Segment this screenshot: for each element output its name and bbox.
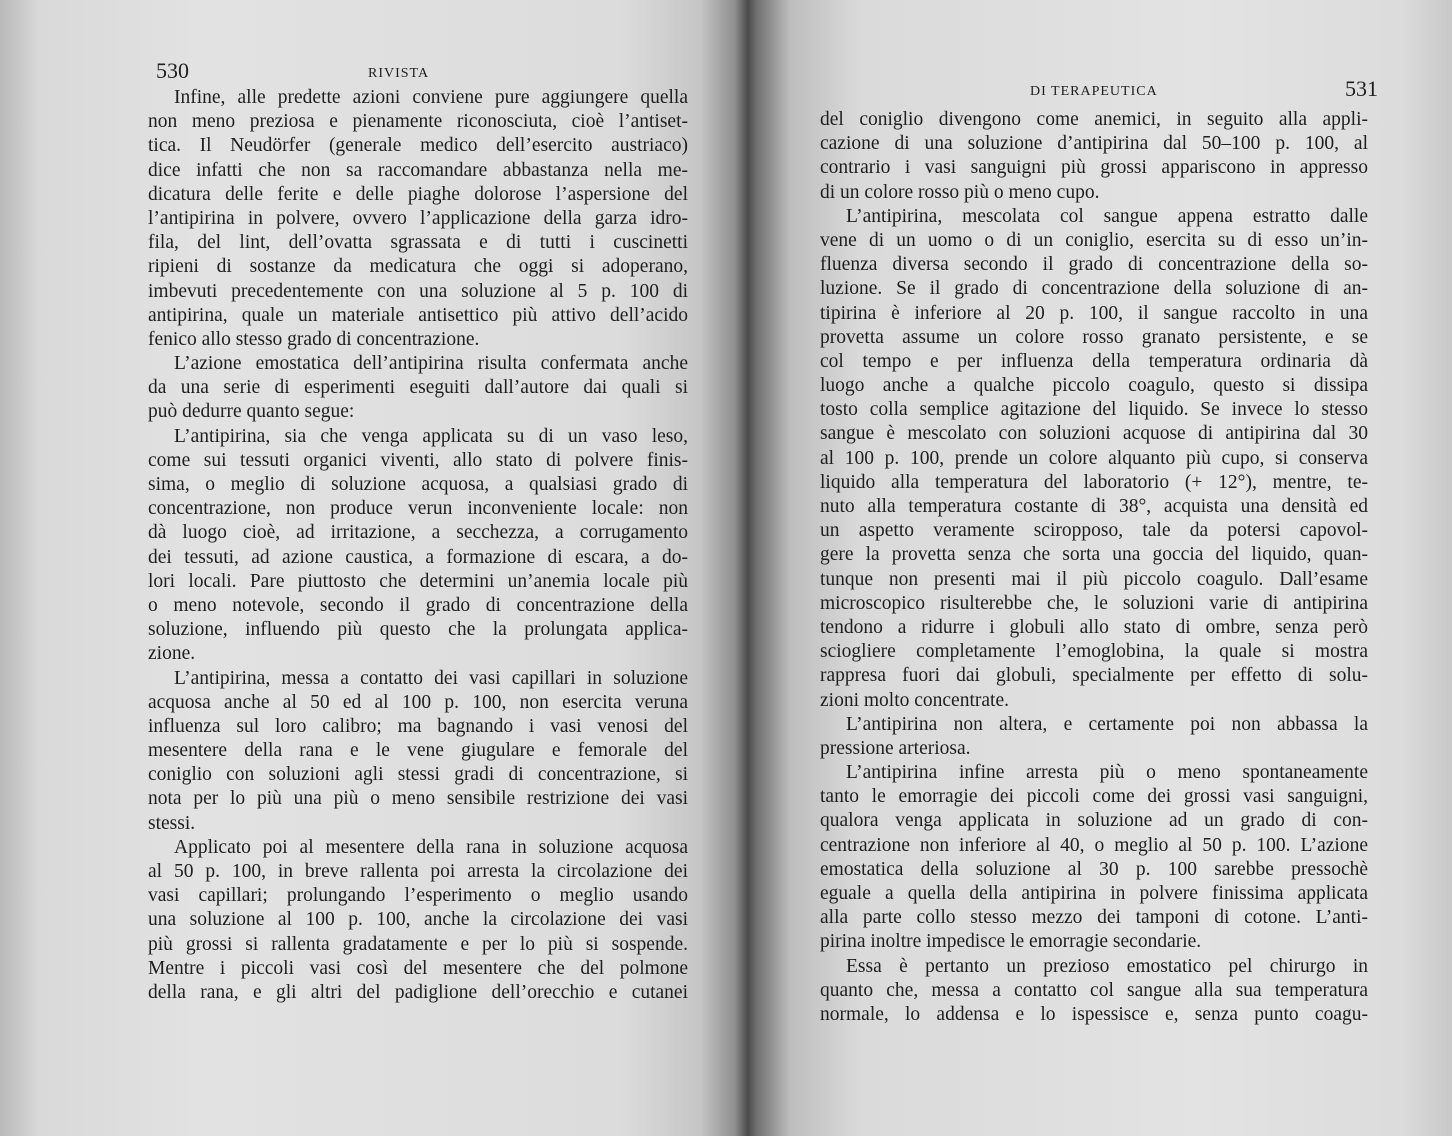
text-line: sciogliere completamente l’emoglobina, la quale si mostra — [820, 641, 1368, 663]
text-line: al 100 p. 100, prende un colore alquanto più cupo, si conserva — [820, 447, 1368, 469]
text-line: rappresa fuori dai globuli, specialmente per effetto di solu- — [820, 665, 1368, 687]
text-line: eguale a quella della antipirina in polvere finissima applicata — [820, 883, 1368, 904]
text-line: sangue è mescolato con soluzioni acquose di antipirina dal 30 — [820, 423, 1368, 445]
text-line: lori locali. Pare piuttosto che determini un’anemia locale più — [148, 570, 688, 592]
text-line: Applicato poi al mesentere della rana in soluzione acquosa — [174, 836, 688, 858]
text-line: tunque non presenti mai il più piccolo coagulo. Dall’esame — [820, 568, 1368, 590]
right-page-body — [820, 108, 1368, 1027]
text-line: alla parte collo stesso mezzo dei tamponi di cotone. L’anti- — [820, 907, 1368, 929]
text-line: come sui tessuti organici viventi, allo stato di polvere finis- — [148, 449, 688, 471]
text-line: l’antipirina in polvere, ovvero l’applicazione della garza idro- — [148, 207, 688, 229]
text-line: L’antipirina non altera, e certamente poi non abbassa la — [846, 713, 1368, 735]
text-line: normale, lo addensa e lo ispessisce e, senza punto coagu- — [820, 1003, 1368, 1025]
text-line: gere la provetta senza che sorta una goccia del liquido, quan- — [820, 544, 1368, 566]
text-line: dice infatti che non sa raccomandare abbastanza nella me- — [148, 159, 688, 181]
text-line: un aspetto veramente sciropposo, tale da potersi capovol- — [820, 520, 1368, 542]
text-line: luzione. Se il grado di concentrazione della soluzione di an- — [820, 278, 1368, 300]
text-line: centrazione non inferiore al 40, o meglio al 50 p. 100. L’azione — [820, 834, 1368, 856]
right-page-header — [820, 76, 1378, 108]
text-line: mesentere della rana e le vene giugulare e femorale del — [148, 740, 688, 762]
text-line: vasi capillari; prolungando l’esperimento o meglio usando — [148, 885, 688, 907]
page-number: 531 — [1345, 76, 1378, 101]
text-line: più grossi si rallenta gradatamente e per lo più si sospende. — [148, 933, 688, 955]
text-line: luogo anche a qualche piccolo coagulo, questo si dissipa — [820, 375, 1368, 397]
text-line: zione. — [148, 643, 196, 665]
text-line: soluzione, influendo più questo che la prolungata applica- — [148, 619, 688, 641]
text-line: dei tessuti, ad azione caustica, a formazione di escara, a do- — [148, 546, 688, 568]
text-line: cazione di una soluzione d’antipirina dal 50–100 p. 100, al — [820, 133, 1368, 155]
text-line: zioni molto concentrate. — [820, 689, 1009, 711]
text-line: col tempo e per influenza della temperatura ordinaria dà — [820, 350, 1368, 372]
page-number: 530 — [156, 58, 189, 83]
text-line: dicatura delle ferite e delle piaghe dolorose l’aspersione del — [148, 183, 688, 205]
text-line: stessi. — [148, 812, 196, 834]
text-line: può dedurre quanto segue: — [148, 401, 355, 423]
text-line: da una serie di esperimenti eseguiti dall’autore dai quali si — [148, 377, 688, 399]
running-head: DI TERAPEUTICA — [1030, 84, 1158, 99]
text-line: emostatica della soluzione al 30 p. 100 sarebbe pressochè — [820, 858, 1368, 880]
text-line: coniglio con soluzioni agli stessi gradi di concentrazione, si — [148, 764, 688, 786]
text-line: contrario i vasi sanguigni più grossi appariscono in appresso — [820, 157, 1368, 179]
text-line: influenza sul loro calibro; ma bagnando i vasi venosi del — [148, 715, 688, 737]
text-line: pirina inoltre impedisce le emorragie secondarie. — [820, 931, 1202, 953]
text-line: del coniglio divengono come anemici, in seguito alla appli- — [820, 109, 1368, 130]
text-line: tendono a ridurre i globuli allo stato di ombre, senza però — [820, 616, 1368, 638]
running-head: RIVISTA — [368, 66, 430, 81]
text-line: tipirina è inferiore al 20 p. 100, il sangue raccolto in una — [820, 302, 1368, 324]
text-line: o meno notevole, secondo il grado di concentrazione della — [148, 594, 688, 616]
text-line: vene di un uomo o di un coniglio, esercita su di esso un’in- — [820, 229, 1368, 251]
text-line: ripieni di sostanze da medicatura che oggi si adoperano, — [148, 256, 688, 278]
left-page-header — [148, 58, 688, 90]
text-line: qualora venga applicata in soluzione ad un grado di con- — [820, 810, 1368, 832]
text-line: L’antipirina, sia che venga applicata su di un vaso leso, — [174, 425, 688, 447]
text-line: dà luogo cioè, ad irritazione, a secchezza, a corrugamento — [148, 522, 688, 544]
text-line: al 50 p. 100, in breve rallenta poi arresta la circolazione dei — [148, 861, 688, 882]
text-line: tosto colla semplice agitazione del liquido. Se invece lo stesso — [820, 399, 1368, 421]
text-line: liquido alla temperatura del laboratorio (+ 12°), mentre, te- — [820, 471, 1368, 493]
text-line: Mentre i piccoli vasi così del mesentere che del polmone — [148, 957, 688, 979]
text-line: fenico allo stesso grado di concentrazione. — [148, 328, 480, 350]
text-line: L’antipirina infine arresta più o meno spontaneamente — [846, 762, 1368, 784]
text-line: acquosa anche al 50 ed al 100 p. 100, non esercita veruna — [148, 691, 688, 713]
text-line: Essa è pertanto un prezioso emostatico pel chirurgo in — [846, 955, 1368, 977]
text-line: sima, o meglio di soluzione acquosa, a qualsiasi grado di — [148, 474, 688, 495]
text-line: una soluzione al 100 p. 100, anche la circolazione dei vasi — [148, 909, 688, 931]
text-line: della rana, e gli altri del padiglione dell’orecchio e cutanei — [148, 981, 688, 1003]
text-line: quanto che, messa a contatto col sangue alla sua temperatura — [820, 979, 1368, 1001]
left-page — [148, 0, 688, 1005]
text-line: nuto alla temperatura costante di 38°, acquista una densità ed — [820, 496, 1368, 517]
text-line: non meno preziosa e pienamente riconosciuta, cioè l’antiset- — [148, 111, 688, 133]
right-page — [820, 0, 1378, 1027]
text-line: provetta assume un colore rosso granato persistente, e se — [820, 326, 1368, 348]
text-line: pressione arteriosa. — [820, 737, 971, 759]
text-line: nota per lo più una più o meno sensibile restrizione dei vasi — [148, 788, 688, 810]
text-line: tanto le emorragie dei piccoli come dei grossi vasi sanguigni, — [820, 786, 1368, 808]
text-line: L’antipirina, mescolata col sangue appena estratto dalle — [846, 205, 1368, 227]
text-line: L’azione emostatica dell’antipirina risulta confermata anche — [174, 353, 688, 375]
text-line: di un colore rosso più o meno cupo. — [820, 181, 1100, 203]
text-line: microscopico risulterebbe che, le soluzioni varie di antipirina — [820, 592, 1368, 614]
text-line: tica. Il Neudörfer (generale medico dell’esercito austriaco) — [148, 135, 688, 157]
text-line: Infine, alle predette azioni conviene pure aggiungere quella — [174, 87, 688, 108]
text-line: L’antipirina, messa a contatto dei vasi capillari in soluzione — [174, 667, 688, 689]
text-line: imbevuti precedentemente con una soluzione al 5 p. 100 di — [148, 280, 688, 302]
text-line: fluenza diversa secondo il grado di concentrazione della so- — [820, 254, 1368, 276]
text-line: concentrazione, non produce verun inconveniente locale: non — [148, 498, 688, 520]
text-line: antipirina, quale un materiale antisettico più attivo dell’acido — [148, 304, 688, 326]
text-line: fila, del lint, dell’ovatta sgrassata e di tutti i cuscinetti — [148, 232, 688, 254]
left-page-body — [148, 86, 688, 1005]
